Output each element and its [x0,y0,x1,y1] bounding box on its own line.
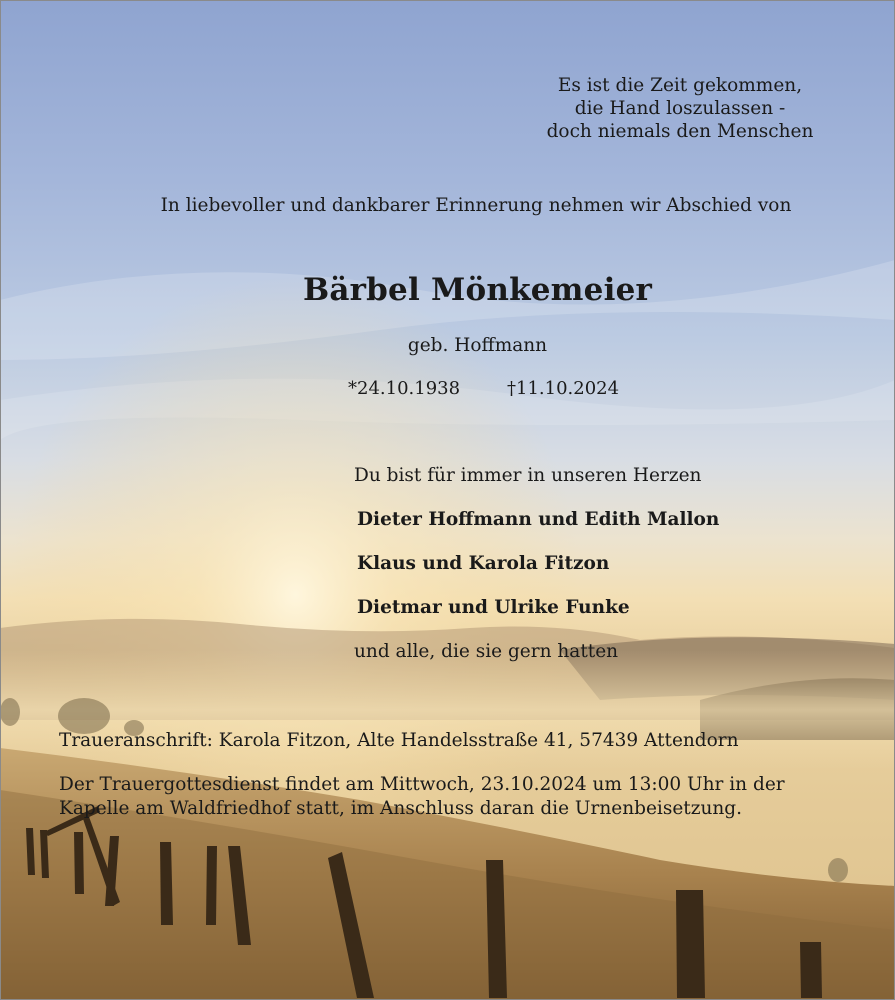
death-date: †11.10.2024 [507,378,620,399]
service-line-2: Kapelle am Waldfriedhof statt, im Anschluss daran die Urnenbeisetzung. [59,798,743,819]
birth-name: geb. Hoffmann [407,335,548,356]
mourner-2: Klaus und Karola Fitzon [357,553,610,574]
intro-text: In liebevoller und dankbarer Erinnerung nehmen wir Abschied von [160,195,792,216]
mourning-address: Traueranschrift: Karola Fitzon, Alte Handelsstraße 41, 57439 Attendorn [59,730,739,751]
closing-line: Du bist für immer in unseren Herzen [354,465,702,486]
others-line: und alle, die sie gern hatten [354,641,619,662]
quote-line-2: die Hand loszulassen - [574,98,786,119]
quote-line-3: doch niemals den Menschen [546,121,814,142]
mourner-3: Dietmar und Ulrike Funke [357,597,630,618]
deceased-name: Bärbel Mönkemeier [302,272,653,308]
service-line-1: Der Trauergottesdienst findet am Mittwoch, 23.10.2024 um 13:00 Uhr in der [59,774,785,795]
birth-date: *24.10.1938 [348,378,461,399]
quote-line-1: Es ist die Zeit gekommen, [557,75,803,96]
mourner-1: Dieter Hoffmann und Edith Mallon [357,509,720,530]
